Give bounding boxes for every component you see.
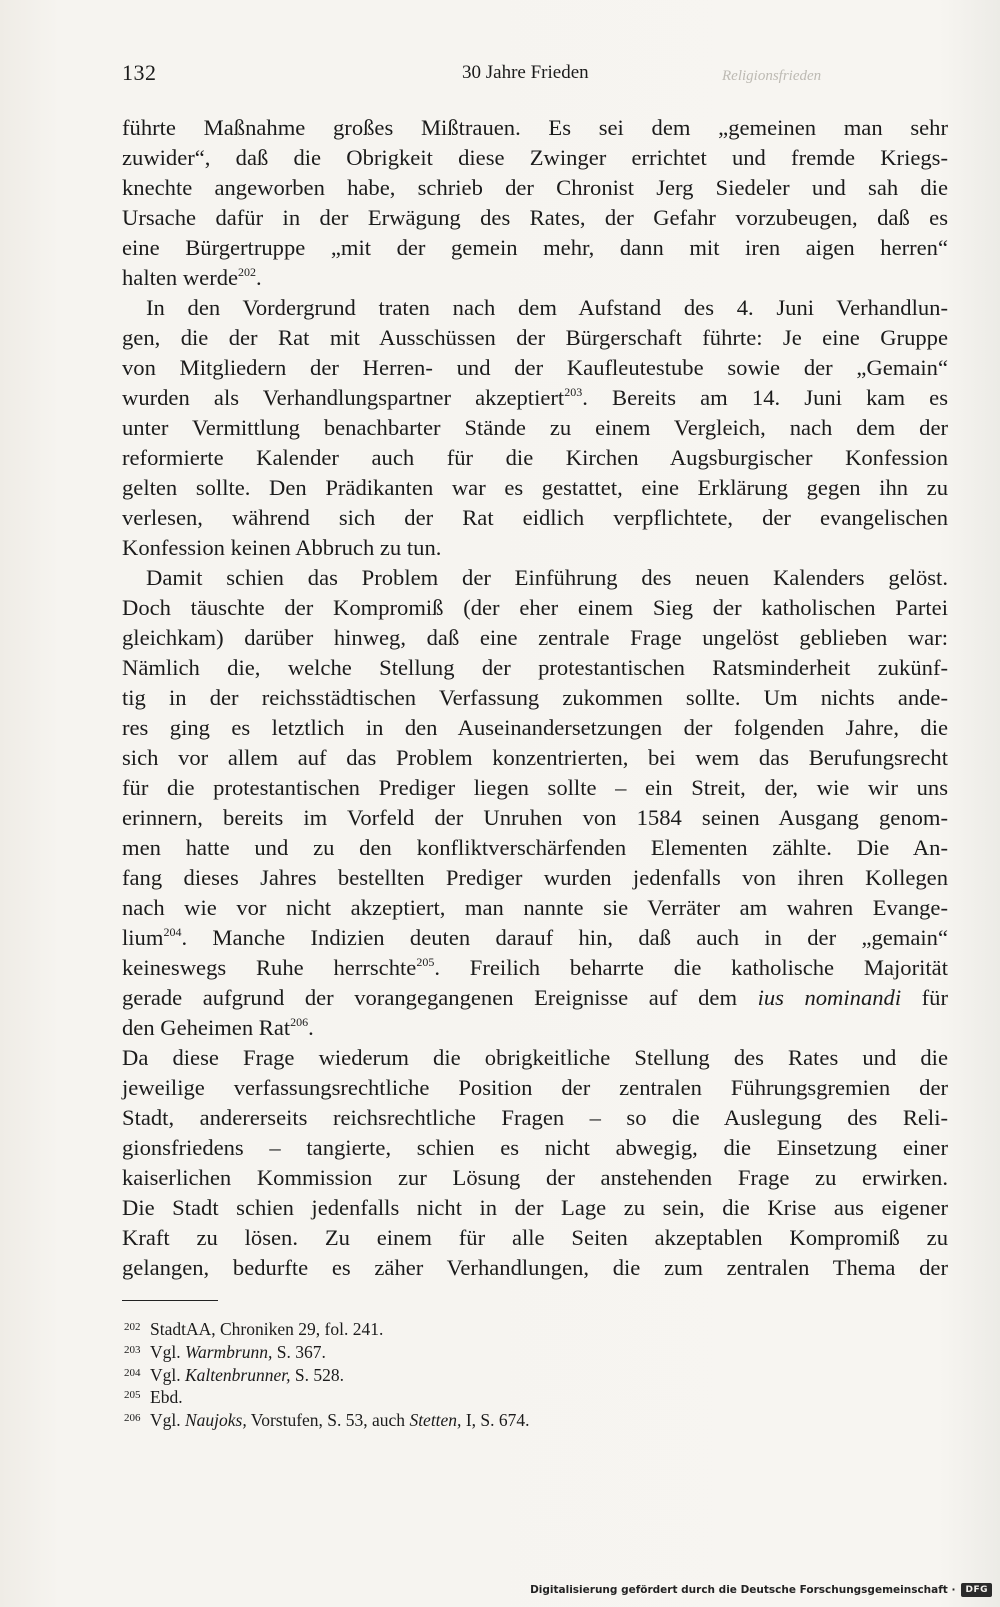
footnote: 203 Vgl. Warmbrunn, S. 367. <box>124 1341 326 1362</box>
text-line: In den Vordergrund traten nach dem Aufstand des 4. Juni Verhandlun- <box>146 295 948 320</box>
footnote-divider <box>122 1300 218 1301</box>
footnote-ref: 202 <box>238 265 257 279</box>
text-line: gerade aufgrund der vorangegangenen Ereignisse auf dem ius nominandi für <box>122 985 949 1010</box>
text-line: Ursache dafür in der Erwägung des Rates, der Gefahr vorzubeugen, daß es <box>122 205 948 230</box>
text-line: kaiserlichen Kommission zur Lösung der anstehenden Frage zu erwirken. <box>122 1165 948 1190</box>
text-line: reformierte Kalender auch für die Kirchen Augsburgischer Konfession <box>122 445 948 470</box>
footnote-ref: 206 <box>290 1015 309 1029</box>
latin-term: ius nominandi <box>757 985 902 1010</box>
bleed-through-text: Religionsfrieden <box>722 68 822 84</box>
body-text <box>122 113 948 1283</box>
text-line: tig in der reichsstädtischen Verfassung zukommen sollte. Um nichts ande- <box>122 685 948 710</box>
text-line: Stadt, andererseits reichsrechtliche Fragen – so die Auslegung des Reli- <box>122 1105 948 1130</box>
text-line: verlesen, während sich der Rat eidlich verpflichtete, der evangelischen <box>122 505 948 530</box>
text-line: wurden als Verhandlungspartner akzeptiert$^{203}$. Bereits am 14. Juni kam es <box>122 385 948 410</box>
footnote-ref: 203 <box>564 385 583 399</box>
text-line: erinnern, bereits im Vorfeld der Unruhen von 1584 seinen Ausgang genom- <box>122 805 948 830</box>
text-line: lium$^{204}$. Manche Indizien deuten darauf hin, daß auch in der „gemain“ <box>122 925 948 950</box>
footnote-ref: 205 <box>416 955 435 969</box>
page-number: 132 <box>122 60 157 85</box>
text-line: gen, die der Rat mit Ausschüssen der Bürgerschaft führte: Je eine Gruppe <box>122 325 948 350</box>
text-line: führte Maßnahme großes Mißtrauen. Es sei dem „gemeinen man sehr <box>122 115 948 140</box>
footnote: 204 Vgl. Kaltenbrunner, S. 528. <box>124 1364 344 1385</box>
text-line: Konfession keinen Abbruch zu tun. <box>122 535 442 560</box>
text-line: Nämlich die, welche Stellung der protestantischen Ratsminderheit zukünf- <box>122 655 948 680</box>
text-line: gelangen, bedurfte es zäher Verhandlungen, die zum zentralen Thema der <box>122 1255 948 1280</box>
text-line: für die protestantischen Prediger liegen sollte – ein Streit, der, wie wir uns <box>122 775 948 800</box>
text-line: men hatte und zu den konfliktverschärfenden Elementen zählte. Die An- <box>122 835 948 860</box>
text-line: zuwider“, daß die Obrigkeit diese Zwinger errichtet und fremde Kriegs- <box>122 145 948 170</box>
text-line: keineswegs Ruhe herrschte$^{205}$. Freilich beharrte die katholische Majorität <box>122 955 948 980</box>
text-line: sich vor allem auf das Problem konzentrierten, bei wem das Berufungsrecht <box>122 745 948 770</box>
text-line: Doch täuschte der Kompromiß (der eher einem Sieg der katholischen Partei <box>122 595 948 620</box>
footnote: 202 StadtAA, Chroniken 29, fol. 241. <box>124 1319 384 1339</box>
text-line: gionsfriedens – tangierte, schien es nicht abwegig, die Einsetzung einer <box>122 1135 948 1160</box>
credit-text: Digitalisierung gefördert durch die Deutsche Forschungsgemeinschaft · <box>530 1584 956 1596</box>
text-line: res ging es letztlich in den Auseinandersetzungen der folgenden Jahre, die <box>122 715 948 740</box>
text-line: Kraft zu lösen. Zu einem für alle Seiten akzeptablen Kompromiß zu <box>122 1225 948 1250</box>
footnote: 206 Vgl. Naujoks, Vorstufen, S. 53, auch Stetten, I, S. 674. <box>124 1410 530 1431</box>
text-line: von Mitgliedern der Herren- und der Kaufleutestube sowie der „Gemain“ <box>122 355 948 380</box>
text-line: eine Bürgertruppe „mit der gemein mehr, dann mit iren aigen herren“ <box>122 235 948 260</box>
text-line: fang dieses Jahres bestellten Prediger wurden jedenfalls von ihren Kollegen <box>122 865 948 890</box>
page-header <box>122 60 948 90</box>
text-line: gleichkam) darüber hinweg, daß eine zentrale Frage ungelöst geblieben war: <box>122 625 948 650</box>
digitization-credit <box>530 1583 992 1597</box>
text-line: jeweilige verfassungsrechtliche Position der zentralen Führungsgremien der <box>122 1075 948 1100</box>
text-line: unter Vermittlung benachbarter Stände zu einem Vergleich, nach dem der <box>122 415 948 440</box>
running-title: 30 Jahre Frieden <box>462 62 589 83</box>
text-line: knechte angeworben habe, schrieb der Chronist Jerg Siedeler und sah die <box>122 175 948 200</box>
text-line: gelten sollte. Den Prädikanten war es gestattet, eine Erklärung gegen ihn zu <box>122 475 948 500</box>
text-line: Da diese Frage wiederum die obrigkeitliche Stellung des Rates und die <box>122 1045 948 1070</box>
footnotes <box>122 1318 948 1432</box>
text-line: Die Stadt schien jedenfalls nicht in der Lage zu sein, die Krise aus eigener <box>122 1195 948 1220</box>
text-line: nach wie vor nicht akzeptiert, man nannte sie Verräter am wahren Evange- <box>122 895 948 920</box>
text-line: halten werde$^{202}$. <box>122 265 262 290</box>
text-line: Damit schien das Problem der Einführung des neuen Kalenders gelöst. <box>146 565 948 590</box>
footnote: 205 Ebd. <box>124 1387 183 1408</box>
dfg-logo-icon: DFG <box>961 1583 992 1597</box>
footnote-ref: 204 <box>163 925 182 939</box>
text-line: den Geheimen Rat$^{206}$. <box>122 1015 314 1040</box>
